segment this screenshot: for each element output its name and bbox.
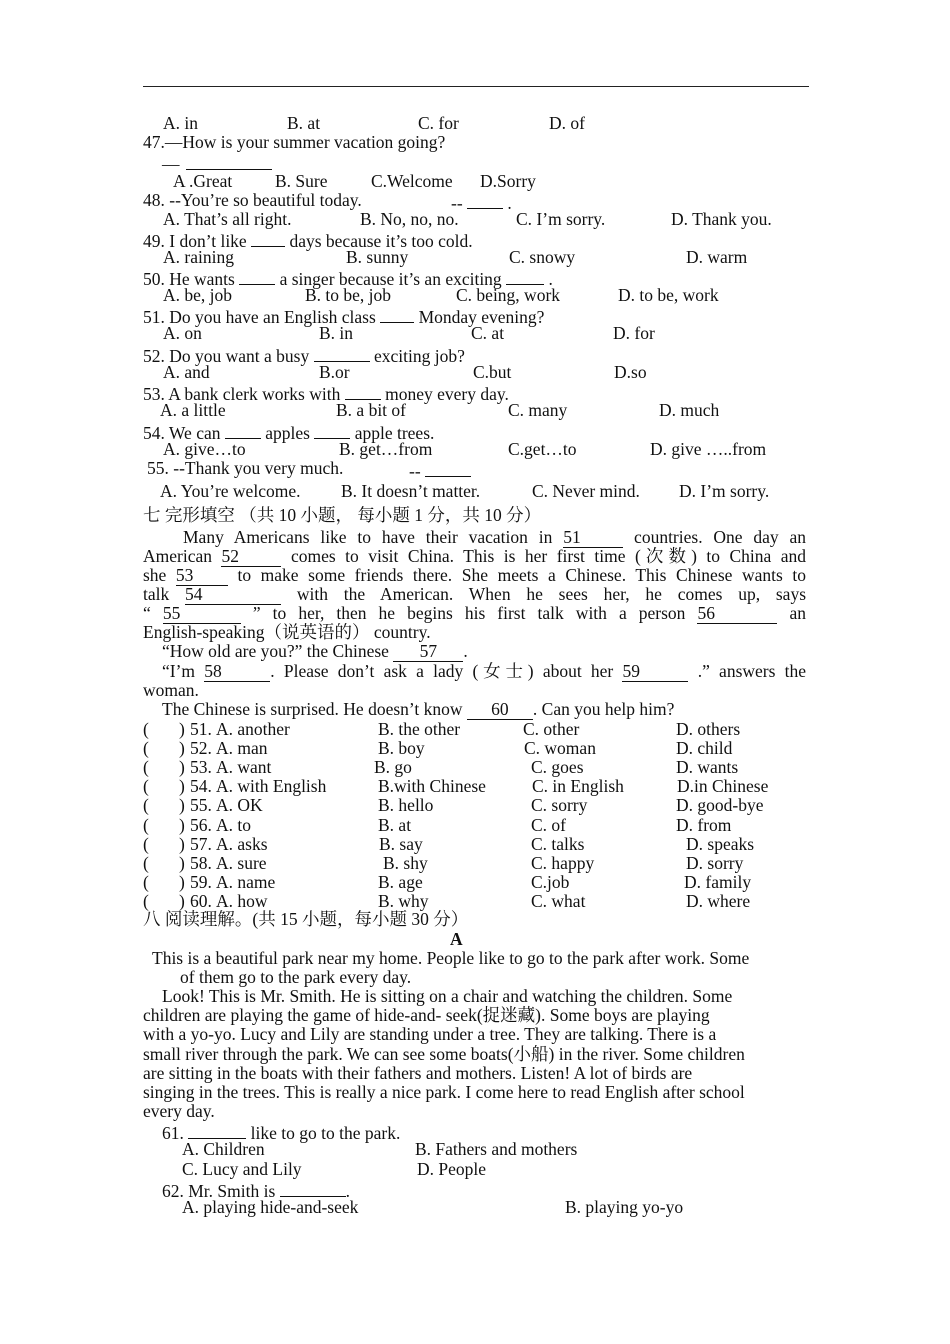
option: A. raining [163,247,234,267]
reading-line: are sitting in the boats with their fathers and mothers. Listen! A lot of birds are [143,1063,693,1083]
option: B. a bit of [336,400,406,420]
option: A. name [216,871,276,892]
cloze-line: English-speaking（说英语的） country. [143,622,431,642]
option: A. and [163,362,210,382]
answer-bracket: ( [143,833,149,854]
option: C. many [508,400,568,420]
option: D. child [676,738,733,759]
reading-line: singing in the trees. This is really a nice park. I come here to read English after school [143,1082,745,1102]
option: D.Sorry [480,171,536,191]
option: D. warm [686,247,748,267]
option: D. others [676,719,741,739]
cloze-blank: 57 [393,643,463,662]
option: C.but [473,362,512,382]
answer-bracket: ( [143,776,149,797]
answer-bracket: ) [179,852,185,873]
answer-bracket: ) [179,833,185,854]
option: C. happy [531,852,595,873]
option: D. give …..from [650,439,767,459]
option: B. in [319,323,354,343]
option: C. sorry [531,795,588,816]
answer-blank [251,228,285,247]
q49-stem: 49. I don’t like days because it’s too cold. [143,228,473,248]
option: B. to be, job [305,285,392,305]
q47-stem: 47.—How is your summer vacation going? [143,132,446,152]
reading-line: Look! This is Mr. Smith. He is sitting on a chair and watching the children. Some [162,986,733,1006]
question-number: 51. [190,719,212,739]
option: D. for [613,323,655,343]
reading-part-a: A [450,929,463,949]
reading-line: every day. [143,1101,215,1121]
reading-line: with a yo-yo. Lucy and Lily are standing under a tree. They are talking. There is a [143,1024,717,1044]
option: B. go [374,757,412,778]
option: A. in [163,113,198,133]
option: A. asks [216,833,268,854]
option: B. at [287,113,321,133]
option: D. to be, work [618,285,719,305]
cloze-line: talk 54 with the American. When he sees her, he comes up, says [143,584,807,604]
option: C. other [523,719,580,739]
reading-line: of them go to the park every day. [180,967,412,987]
answer-bracket: ) [179,719,185,739]
option: B. No, no, no. [360,209,459,229]
option: A. on [163,323,202,343]
option: B. why [378,890,429,911]
cloze-blank: 58 [204,663,270,682]
cloze-blank: 60 [467,701,533,720]
answer-bracket: ) [179,814,185,835]
cloze-line: “ 55 ” to her, then he begins his first talk with a person 56 an [143,603,807,623]
question-number: 56. [190,814,212,835]
option: B. age [378,871,423,892]
option: D. of [549,113,585,133]
cloze-line: “How old are you?” the Chinese 57 . [162,641,468,661]
option: A. to [216,814,251,835]
reading-line: children are playing the game of hide-and- seek(捉迷藏). Some boys are playing [143,1005,710,1025]
question-number: 53. [190,757,212,778]
option: A. playing hide-and-seek [182,1197,359,1217]
option: B. get…from [339,439,433,459]
option: C. woman [524,738,596,759]
question-number: 54. [190,776,212,797]
answer-bracket: ( [143,719,149,739]
answer-blank [186,151,272,170]
answer-blank [239,266,275,285]
option: A. Children [182,1139,265,1159]
answer-bracket: ) [179,757,185,778]
reading-line: This is a beautiful park near my home. People like to go to the park after work. Some [152,948,750,968]
option: A. sure [216,852,267,873]
cloze-line: woman. [143,680,199,700]
cloze-line: “I’m 58 . Please don’t ask a lady (女士) about her 59 .” answers the [162,661,807,681]
option: C. talks [531,833,585,854]
answer-blank [188,1120,246,1139]
answer-bracket: ( [143,757,149,778]
option: A. You’re welcome. [160,481,301,501]
option: B. sunny [346,247,409,267]
option: B. the other [378,719,461,739]
option: D. People [417,1159,487,1179]
option: B. say [379,833,423,854]
option: C.Welcome [371,171,453,191]
option: B.or [319,362,350,382]
option: A. man [216,738,268,759]
q61-stem: 61. like to go to the park. [162,1120,400,1140]
cloze-blank: 52 [221,548,281,567]
answer-blank [380,304,414,323]
option: C. being, work [456,285,561,305]
option: A. want [216,757,272,778]
cloze-line: Many Americans like to have their vacation in 51 countries. One day an [183,527,807,547]
q47-reply: — [162,151,272,171]
question-number: 58. [190,852,212,873]
option: B. boy [378,738,425,759]
answer-blank [225,420,261,439]
section-8-title: 八 阅读理解。(共 15 小题，每小题 30 分） [143,909,469,929]
answer-bracket: ( [143,738,149,759]
option: D. wants [676,757,739,778]
option: A. give…to [163,439,246,459]
answer-blank [345,381,381,400]
q62-stem: 62. Mr. Smith is . [162,1178,350,1198]
q55-stem: 55. --Thank you very much. -- [147,458,343,478]
option: D. from [676,814,732,835]
cloze-blank: 53 [176,567,228,586]
option: C. at [471,323,505,343]
option: C. what [531,890,586,911]
answer-bracket: ) [179,890,185,911]
option: B. at [378,814,412,835]
section-7-title: 七 完形填空 （共 10 小题， 每小题 1 分，共 10 分） [143,505,542,525]
header-rule [143,86,809,87]
option: B. shy [383,852,428,873]
option: C. goes [531,757,584,778]
answer-bracket: ( [143,871,149,892]
cloze-blank: 59 [622,663,688,682]
option: C. of [531,814,566,835]
option: A. another [216,719,290,739]
option: C. in English [532,776,624,797]
option: B. It doesn’t matter. [341,481,481,501]
answer-blank [314,343,370,362]
cloze-blank: 54 [185,586,281,605]
answer-bracket: ) [179,776,185,797]
option: D. Thank you. [671,209,772,229]
answer-bracket: ) [179,871,185,892]
option: D. speaks [686,833,755,854]
answer-bracket: ( [143,814,149,835]
cloze-line: she 53 to make some friends there. She meets a Chinese. This Chinese wants to [143,565,806,585]
question-number: 57. [190,833,212,854]
option: A. how [216,890,268,911]
option: A. with English [216,776,327,797]
option: C. snowy [509,247,576,267]
answer-blank [506,266,544,285]
option: A. OK [216,795,263,816]
option: D. sorry [686,852,744,873]
option: A. a little [160,400,226,420]
cloze-blank: 56 [697,605,777,624]
cloze-line: American 52 comes to visit China. This is her first time (次数) to China and [143,546,807,566]
q51-stem: 51. Do you have an English class Monday evening? [143,304,544,324]
answer-bracket: ( [143,795,149,816]
option: C. for [418,113,459,133]
answer-blank [314,420,350,439]
answer-bracket: ) [179,795,185,816]
question-number: 60. [190,890,212,911]
option: D.in Chinese [677,776,769,797]
option: D. I’m sorry. [679,481,770,501]
answer-bracket: ( [143,852,149,873]
q48-stem: 48. --You’re so beautiful today. -- . [143,190,512,213]
option: A .Great [173,171,233,191]
option: A. be, job [163,285,233,305]
option: C.job [531,871,570,892]
q54-stem: 54. We can apples apple trees. [143,420,434,440]
option: B. Fathers and mothers [415,1139,578,1159]
option: A. That’s all right. [163,209,292,229]
question-number: 59. [190,871,212,892]
option: C. Never mind. [532,481,640,501]
question-number: 52. [190,738,212,759]
option: D. family [684,871,752,892]
reading-line: small river through the park. We can see some boats(小船) in the river. Some children [143,1044,745,1064]
cloze-blank: 51 [563,529,623,548]
option: B. playing yo-yo [565,1197,684,1217]
option: B. Sure [275,171,328,191]
option: C.get…to [508,439,577,459]
option: C. Lucy and Lily [182,1159,302,1179]
answer-blank [280,1178,346,1197]
option: B. hello [378,795,434,816]
cloze-line: The Chinese is surprised. He doesn’t know 60 . Can you help him? [162,699,675,719]
answer-bracket: ( [143,890,149,911]
option: D. where [686,890,751,911]
answer-blank [425,458,471,477]
q50-stem: 50. He wants a singer because it’s an exciting . [143,266,553,286]
option: C. I’m sorry. [516,209,606,229]
cloze-blank: 55 [163,605,241,624]
option: D. good-bye [676,795,764,816]
answer-blank [467,190,503,209]
option: D. much [659,400,720,420]
q52-stem: 52. Do you want a busy exciting job? [143,343,465,363]
answer-bracket: ) [179,738,185,759]
question-number: 55. [190,795,212,816]
q53-stem: 53. A bank clerk works with money every day. [143,381,509,401]
option: B.with Chinese [378,776,486,797]
option: D.so [614,362,647,382]
